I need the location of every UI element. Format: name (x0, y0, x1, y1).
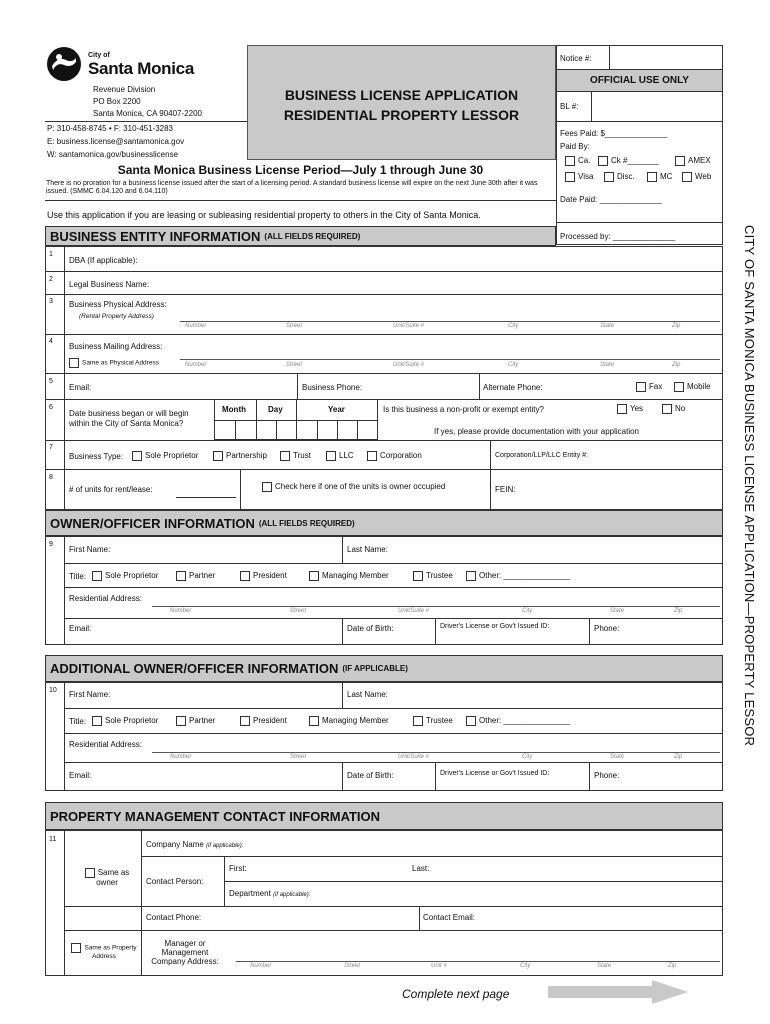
if-applicable: (if applicable): (206, 843, 244, 849)
amex-label: AMEX (688, 156, 711, 166)
corporation-checkbox[interactable] (367, 451, 377, 461)
business-heading-note: (ALL FIELDS REQUIRED) (264, 231, 361, 241)
other-label: Other: _______________ (479, 716, 571, 726)
company-name-label[interactable] (146, 840, 243, 849)
nonprofit-no (662, 404, 685, 414)
same-property-label: Same as Property Address (84, 944, 137, 960)
sub-state: State (600, 362, 615, 368)
nonprofit-question: Is this business a non-profit or exempt entity? (383, 405, 544, 414)
row-number: 8 (49, 474, 53, 481)
title-partner (176, 716, 215, 726)
president-checkbox[interactable] (240, 716, 250, 726)
dob-label[interactable]: Date of Birth: (347, 771, 394, 780)
nonprofit-yes (617, 404, 643, 414)
sub-unit: Unit/Suite # (398, 754, 430, 760)
llc-checkbox[interactable] (326, 451, 336, 461)
division: Revenue Division (93, 85, 156, 94)
type-llc (326, 451, 354, 461)
sub-number: Number (170, 608, 192, 614)
fax-label: Fax (649, 382, 663, 392)
sub-unit: Unit/Suite # (393, 362, 425, 368)
contact-person-label: Contact Person: (146, 877, 204, 886)
sub-street: Street (290, 754, 307, 760)
mc-checkbox[interactable] (647, 172, 657, 182)
sole-proprietor-checkbox[interactable] (132, 451, 142, 461)
ca-label: Ca. (578, 156, 591, 166)
title-trustee (413, 571, 453, 581)
amex-checkbox[interactable] (675, 156, 685, 166)
sole-proprietor-checkbox[interactable] (92, 571, 102, 581)
contact-phone-label[interactable]: Contact Phone: (146, 913, 202, 922)
owner-occupied-label: Check here if one of the units is owner occupied (275, 482, 446, 492)
managing-member-label: Managing Member (322, 571, 389, 581)
no-checkbox[interactable] (662, 404, 672, 414)
manager-address-label: Manager or Management Company Address: (151, 939, 219, 966)
dob-label[interactable]: Date of Birth: (347, 624, 394, 633)
sub-street: Street (286, 323, 303, 329)
owner-occupied (262, 482, 445, 492)
paid-disc (604, 172, 635, 182)
side-title: CITY OF SANTA MONICA BUSINESS LICENSE APPLICATION—PROPERTY LESSOR (742, 225, 757, 747)
sub-state: State (610, 754, 625, 760)
owner-section-heading (45, 510, 723, 536)
processed-by: Processed by: ______________ (560, 232, 676, 241)
if-applicable: (if applicable): (273, 892, 311, 898)
day-label: Day (268, 405, 283, 414)
city-name: Santa Monica (88, 59, 194, 78)
sub-state: State (610, 608, 625, 614)
sub-city: City (520, 963, 531, 969)
sub-number: Number (185, 323, 207, 329)
paid-web (682, 172, 711, 182)
type-corporation (367, 451, 422, 461)
sole-proprietor-label: Sole Proprietor (105, 716, 159, 726)
phone-fax: P: 310-458-8745 • F: 310-451-3283 (47, 124, 173, 133)
fax-option (636, 382, 662, 392)
sub-zip: Zip (674, 754, 683, 760)
month-label: Month (222, 405, 246, 414)
ck-checkbox[interactable] (598, 156, 608, 166)
department-label[interactable] (229, 889, 310, 898)
city-seal-icon (46, 46, 82, 82)
first-name-label[interactable]: First Name: (69, 545, 111, 554)
same-physical-checkbox[interactable] (69, 358, 79, 368)
same-owner-label: Same as owner (96, 868, 130, 887)
type-trust (280, 451, 311, 461)
units-label: # of units for rent/lease: (69, 485, 153, 494)
sub-number: Number (170, 754, 192, 760)
sub-state: State (600, 323, 615, 329)
row-number: 7 (49, 444, 53, 451)
mailing-address-label[interactable]: Business Mailing Address: (69, 342, 163, 351)
email-label[interactable]: Email: (69, 771, 92, 780)
city-small: City of (88, 52, 110, 59)
partner-label: Partner (189, 716, 216, 726)
trust-label: Trust (293, 451, 311, 461)
partnership-checkbox[interactable] (213, 451, 223, 461)
residential-label[interactable]: Residential Address: (69, 594, 142, 603)
additional-section-heading (45, 655, 723, 682)
sub-city: City (522, 608, 533, 614)
title-trustee (413, 716, 453, 726)
other-checkbox[interactable] (466, 571, 476, 581)
nonprofit-doc-note: If yes, please provide documentation with your application (434, 427, 640, 436)
other-label: Other: _______________ (479, 571, 571, 581)
sub-street: Street (286, 362, 303, 368)
managing-member-checkbox[interactable] (309, 716, 319, 726)
license-period: Santa Monica Business License Period—July 1 through June 30 (117, 163, 484, 177)
sub-number: Number (185, 362, 207, 368)
sub-unit: Unit/Suite # (393, 323, 425, 329)
fein-label[interactable]: FEIN: (495, 485, 516, 494)
yes-checkbox[interactable] (617, 404, 627, 414)
mc-label: MC (660, 172, 673, 182)
mobile-label: Mobile (687, 382, 711, 392)
web-label: Web (695, 172, 712, 182)
sub-unit: Unit/Suite # (398, 608, 430, 614)
title-sole (92, 571, 158, 581)
paid-ck (598, 156, 659, 166)
title-managing (309, 716, 389, 726)
additional-heading-text: ADDITIONAL OWNER/OFFICER INFORMATION (50, 661, 339, 676)
email-label[interactable]: Email: (69, 383, 92, 392)
trust-checkbox[interactable] (280, 451, 290, 461)
complete-next-page: Complete next page (402, 987, 510, 1001)
sole-proprietor-checkbox[interactable] (92, 716, 102, 726)
contact-email: E: business.license@santamonica.gov (47, 137, 185, 146)
phone-label[interactable]: Phone: (594, 624, 620, 633)
mobile-option (674, 382, 711, 392)
sub-city: City (522, 754, 533, 760)
trustee-checkbox[interactable] (413, 716, 423, 726)
title-managing (309, 571, 389, 581)
trustee-label: Trustee (426, 571, 453, 581)
owner-occupied-checkbox[interactable] (262, 482, 272, 492)
official-use-title: OFFICIAL USE ONLY (590, 75, 689, 86)
sub-unit: Unit # (431, 963, 447, 969)
same-owner (82, 868, 132, 887)
type-partnership (213, 451, 267, 461)
sole-proprietor-label: Sole Proprietor (145, 451, 199, 461)
rental-note: (Rental Property Address) (79, 313, 154, 320)
ca-checkbox[interactable] (565, 156, 575, 166)
paid-mc (647, 172, 672, 182)
title-sole (92, 716, 158, 726)
web-checkbox[interactable] (682, 172, 692, 182)
notice-label: Notice #: (560, 54, 592, 63)
pm-heading-text: PROPERTY MANAGEMENT CONTACT INFORMATION (50, 808, 381, 824)
row-number: 1 (49, 251, 53, 258)
residential-label[interactable]: Residential Address: (69, 740, 142, 749)
partner-label: Partner (189, 571, 216, 581)
title-president (240, 716, 287, 726)
sub-zip: Zip (668, 963, 677, 969)
managing-member-checkbox[interactable] (309, 571, 319, 581)
disc-checkbox[interactable] (604, 172, 614, 182)
paid-by: Paid By: (560, 142, 590, 151)
title-other (466, 571, 570, 581)
other-checkbox[interactable] (466, 716, 476, 726)
pm-section-heading (45, 802, 723, 830)
ck-label: Ck #_______ (611, 156, 659, 166)
license-label[interactable]: Driver's License or Gov't Issued ID: (440, 623, 550, 630)
president-label: President (253, 571, 287, 581)
same-property (70, 943, 138, 961)
use-note: Use this application if you are leasing or subleasing residential property to others in the City of Santa Monica. (47, 210, 481, 220)
row-number: 5 (49, 378, 53, 385)
additional-heading-note: (IF APPLICABLE) (342, 664, 408, 673)
business-heading-text: BUSINESS ENTITY INFORMATION (50, 228, 261, 244)
paid-amex (675, 156, 711, 166)
llc-label: LLC (339, 451, 354, 461)
visa-label: Visa (578, 172, 594, 182)
first-name-label[interactable]: First Name: (69, 690, 111, 699)
contact-web: W: santamonica.gov/businesslicense (47, 150, 179, 159)
city-logo (46, 46, 82, 82)
date-paid: Date Paid: ______________ (560, 195, 662, 204)
alternate-phone-label[interactable]: Alternate Phone: (483, 383, 543, 392)
last-label[interactable]: Last: (412, 864, 430, 873)
sub-city: City (508, 323, 519, 329)
contact-email-label[interactable]: Contact Email: (423, 913, 476, 922)
president-checkbox[interactable] (240, 571, 250, 581)
entity-number-label[interactable]: Corporation/LLP/LLC Entity #: (495, 452, 588, 459)
disc-label: Disc. (617, 172, 635, 182)
last-name-label[interactable]: Last Name: (347, 690, 388, 699)
sole-proprietor-label: Sole Proprietor (105, 571, 159, 581)
row-number: 11 (49, 836, 57, 843)
row-number: 6 (49, 404, 53, 411)
date-began-label: Date business began or will begin within the City of Santa Monica? (69, 409, 189, 428)
visa-checkbox[interactable] (565, 172, 575, 182)
department-text: Department (229, 889, 271, 898)
first-label[interactable]: First: (229, 864, 247, 873)
row-number: 9 (49, 541, 53, 548)
business-type-label: Business Type: (69, 452, 124, 461)
title-line1: BUSINESS LICENSE APPLICATION (284, 87, 519, 103)
trustee-label: Trustee (426, 716, 453, 726)
fees-paid: Fees Paid: $______________ (560, 129, 668, 138)
same-property-checkbox[interactable] (71, 943, 81, 953)
row-number: 3 (49, 298, 53, 305)
row-number: 10 (49, 687, 57, 694)
partner-checkbox[interactable] (176, 571, 186, 581)
fax-checkbox[interactable] (636, 382, 646, 392)
sub-zip: Zip (672, 323, 681, 329)
bl-label: BL #: (560, 102, 579, 111)
sub-zip: Zip (672, 362, 681, 368)
owner-heading-text: OWNER/OFFICER INFORMATION (50, 515, 255, 531)
president-label: President (253, 716, 287, 726)
trustee-checkbox[interactable] (413, 571, 423, 581)
year-label: Year (328, 405, 345, 414)
dba-label[interactable]: DBA (If applicable): (69, 256, 138, 265)
city-zip: Santa Monica, CA 90407-2200 (93, 109, 202, 118)
partner-checkbox[interactable] (176, 716, 186, 726)
po-box: PO Box 2200 (93, 97, 141, 106)
paid-visa (565, 172, 593, 182)
license-label[interactable]: Driver's License or Gov't Issued ID: (440, 770, 550, 777)
same-physical (69, 358, 159, 368)
business-section-heading (45, 226, 556, 246)
phone-label[interactable]: Phone: (594, 771, 620, 780)
same-physical-label: Same as Physical Address (82, 359, 159, 367)
sub-state: State (597, 963, 612, 969)
physical-address-label[interactable]: Business Physical Address: (69, 300, 167, 309)
paid-ca (565, 156, 590, 166)
sub-street: Street (290, 608, 307, 614)
sub-zip: Zip (674, 608, 683, 614)
sub-city: City (508, 362, 519, 368)
legal-name-label[interactable]: Legal Business Name: (69, 280, 150, 289)
sub-street: Street (344, 963, 361, 969)
mobile-checkbox[interactable] (674, 382, 684, 392)
title-label: Title: (69, 717, 87, 726)
sub-number: Number (250, 963, 272, 969)
email-label[interactable]: Email: (69, 624, 92, 633)
title-president (240, 571, 287, 581)
yes-label: Yes (630, 404, 644, 414)
partnership-label: Partnership (226, 451, 267, 461)
corporation-label: Corporation (380, 451, 422, 461)
business-phone-label[interactable]: Business Phone: (302, 383, 363, 392)
type-sole (132, 451, 198, 461)
company-name-text: Company Name (146, 840, 204, 849)
title-partner (176, 571, 215, 581)
owner-heading-note: (ALL FIELDS REQUIRED) (258, 518, 355, 528)
row-number: 4 (49, 338, 53, 345)
row-number: 2 (49, 276, 53, 283)
title-other (466, 716, 570, 726)
same-owner-checkbox[interactable] (85, 868, 95, 878)
managing-member-label: Managing Member (322, 716, 389, 726)
proration-note: There is no proration for a business license issued after the start of a licensing period. A standard business license will expire on the next June 30th after it was issued. (SMMC 6.04.120 and 6.04.110) (46, 180, 538, 195)
title-line2: RESIDENTIAL PROPERTY LESSOR (283, 107, 520, 123)
title-label: Title: (69, 572, 87, 581)
no-label: No (675, 404, 686, 414)
next-arrow-icon (548, 980, 688, 1004)
last-name-label[interactable]: Last Name: (347, 545, 388, 554)
